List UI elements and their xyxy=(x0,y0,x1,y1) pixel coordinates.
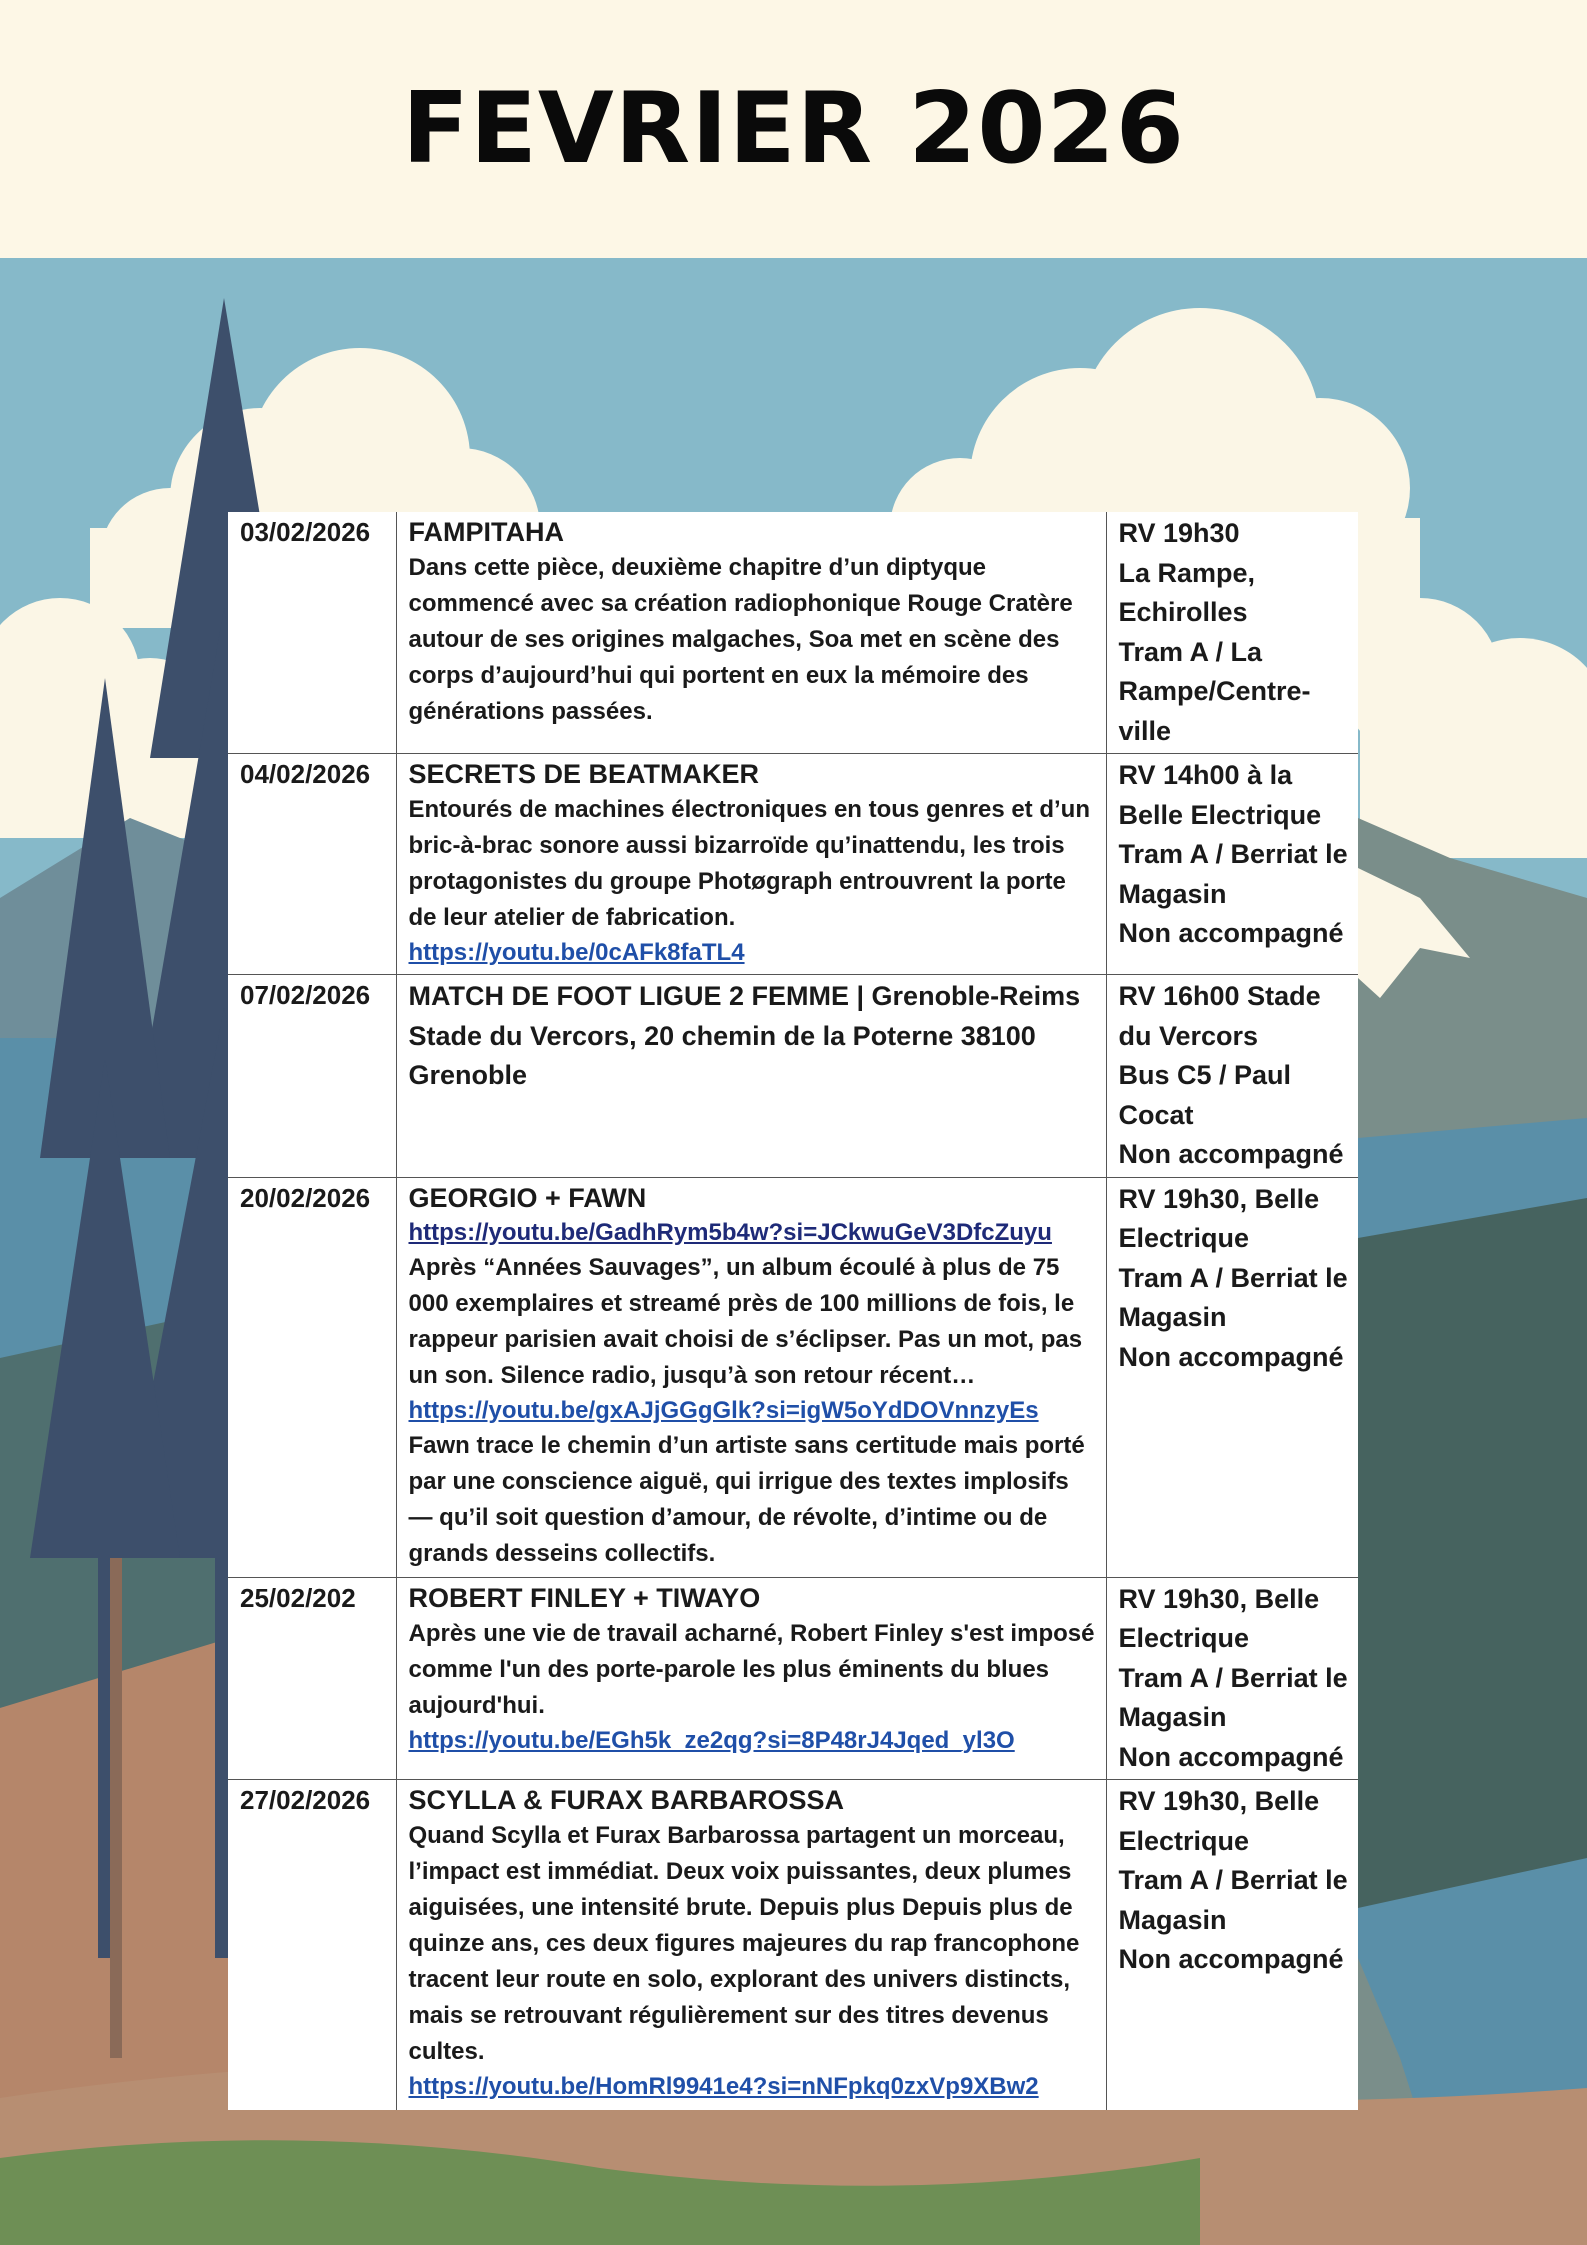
rv-line: RV 16h00 Stade xyxy=(1118,981,1321,1011)
event-description: Après “Années Sauvages”, un album écoulé à plus de 75 000 exemplaires et streamé près de 100 millions de fois, le rappeur parisien avait choisi de s’éclipser. Pas un mot, pas un son. Silence radio, jusqu’à son retour récent… xyxy=(408,1253,1083,1389)
rv-line: ville xyxy=(1118,715,1172,746)
event-title: GEORGIO + FAWN xyxy=(408,1182,647,1213)
table-row xyxy=(228,1780,1358,2110)
rv-line: Magasin xyxy=(1118,1302,1227,1332)
rv-line: Belle Electrique xyxy=(1118,799,1322,830)
event-info xyxy=(396,754,1106,975)
rv-line: Non accompagné xyxy=(1118,1944,1344,1974)
rv-line: Non accompagné xyxy=(1118,1139,1344,1169)
rv-line: La Rampe, xyxy=(1118,557,1256,588)
table-row xyxy=(228,512,1358,754)
event-info xyxy=(396,975,1106,1178)
rv-line: Tram A / Berriat le xyxy=(1118,1865,1348,1895)
event-description: Entourés de machines électroniques en tous genres et d’un bric-à-brac sonore aussi bizarroïde qu’inattendu, les trois protagonistes du groupe Photøgraph entrouvrent la porte de leur atelier de fabrication. xyxy=(408,796,1090,931)
table-row xyxy=(228,1177,1358,1577)
event-description: Quand Scylla et Furax Barbarossa partagent un morceau, l’impact est immédiat. Deux voix puissantes, deux plumes aiguisées, une intensité brute. Depuis plus Depuis plus de quinze ans, ces deux figures majeures du rap francophone tracent leur route en solo, explorant des univers distincts, mais se retrouvant régulièrement sur des titres devenus cultes. xyxy=(408,1822,1080,2065)
rv-line: Electrique xyxy=(1118,1223,1250,1253)
event-title: MATCH DE FOOT LIGUE 2 FEMME | Grenoble-Reims xyxy=(408,981,1081,1011)
event-rendezvous xyxy=(1106,754,1358,975)
event-venue: Stade du Vercors, 20 chemin de la Poterne 38100 Grenoble xyxy=(408,1020,1036,1090)
rv-line: Rampe/Centre- xyxy=(1118,676,1311,706)
event-date: 27/02/2026 xyxy=(240,1785,371,1815)
event-title: FAMPITAHA xyxy=(408,517,564,547)
rv-line: RV 19h30, Belle xyxy=(1118,1583,1320,1614)
rv-line: RV 14h00 à la xyxy=(1118,760,1293,790)
trunk xyxy=(110,1558,122,2058)
event-description: Dans cette pièce, deuxième chapitre d’un diptyque commencé avec sa création radiophonique Rouge Cratère autour de ses origines malgaches, Soa met en scène des corps d’aujourd’hui qui portent en eux la mémoire des générations passées. xyxy=(408,554,1073,725)
event-rendezvous xyxy=(1106,1177,1358,1577)
event-date: 04/02/2026 xyxy=(228,754,396,975)
event-date: 20/02/2026 xyxy=(228,1177,396,1577)
event-info xyxy=(396,512,1106,754)
event-video-link-2[interactable]: https://youtu.be/gxAJjGGgGlk?si=igW5oYdDOVnnzyEs xyxy=(408,1396,1039,1424)
event-rendezvous xyxy=(1106,1577,1358,1780)
page-title: FEVRIER 2026 xyxy=(402,72,1185,186)
event-rendezvous xyxy=(1106,1780,1358,2110)
rv-line: Bus C5 / Paul xyxy=(1118,1060,1292,1090)
rv-line: RV 19h30 xyxy=(1118,518,1240,548)
rv-line: Electrique xyxy=(1118,1825,1250,1856)
event-description: Après une vie de travail acharné, Robert Finley s'est imposé comme l'un des porte-parole les plus éminents du blues aujourd'hui. xyxy=(408,1619,1095,1719)
event-title: ROBERT FINLEY + TIWAYO xyxy=(408,1582,761,1613)
event-info xyxy=(396,1780,1106,2110)
rv-line: Tram A / Berriat le xyxy=(1118,1662,1348,1693)
rv-line: RV 19h30, Belle xyxy=(1118,1786,1320,1816)
rv-line: Magasin xyxy=(1118,1904,1227,1935)
event-rendezvous xyxy=(1106,975,1358,1178)
table-row xyxy=(228,975,1358,1178)
event-title: SCYLLA & FURAX BARBAROSSA xyxy=(408,1785,845,1815)
rv-line: Magasin xyxy=(1118,878,1227,909)
rv-line: Non accompagné xyxy=(1118,918,1344,948)
event-date: 07/02/2026 xyxy=(228,975,396,1178)
event-description-2: Fawn trace le chemin d’un artiste sans certitude mais porté par une conscience aiguë, qui irrigue des textes implosifs — qu’il soit question d’amour, de révolte, d’intime ou de grands desseins collectifs. xyxy=(408,1431,1085,1567)
event-rendezvous xyxy=(1106,512,1358,754)
event-video-link[interactable]: https://youtu.be/EGh5k_ze2qg?si=8P48rJ4Jqed_yl3O xyxy=(408,1726,1015,1754)
events-table xyxy=(228,512,1358,2110)
event-title: SECRETS DE BEATMAKER xyxy=(408,759,760,789)
forest-right xyxy=(1358,1198,1587,1908)
rv-line: RV 19h30, Belle xyxy=(1118,1183,1320,1214)
table-row xyxy=(228,1577,1358,1780)
rv-line: Tram A / Berriat le xyxy=(1118,1262,1348,1293)
event-video-link[interactable]: https://youtu.be/0cAFk8faTL4 xyxy=(408,939,745,966)
rv-line: Tram A / Berriat le xyxy=(1118,839,1348,869)
event-date: 03/02/2026 xyxy=(228,512,396,754)
table-row xyxy=(228,754,1358,975)
rv-line: Magasin xyxy=(1118,1702,1227,1732)
event-video-link[interactable]: https://youtu.be/HomRl9941e4?si=nNFpkq0zxVp9XBw2 xyxy=(408,2073,1039,2100)
event-info xyxy=(396,1177,1106,1577)
event-info xyxy=(396,1577,1106,1780)
rv-line: Electrique xyxy=(1118,1623,1250,1653)
rv-line: Non accompagné xyxy=(1118,1741,1344,1772)
page-header xyxy=(0,0,1587,258)
event-video-link[interactable]: https://youtu.be/GadhRym5b4w?si=JCkwuGeV3DfcZuyu xyxy=(408,1218,1052,1246)
rv-line: du Vercors xyxy=(1118,1020,1259,1051)
rv-line: Non accompagné xyxy=(1118,1341,1344,1372)
rv-line: Tram A / La xyxy=(1118,636,1263,667)
rv-line: Echirolles xyxy=(1118,597,1248,627)
rv-line: Cocat xyxy=(1118,1099,1194,1130)
event-date: 25/02/202 xyxy=(228,1577,396,1780)
